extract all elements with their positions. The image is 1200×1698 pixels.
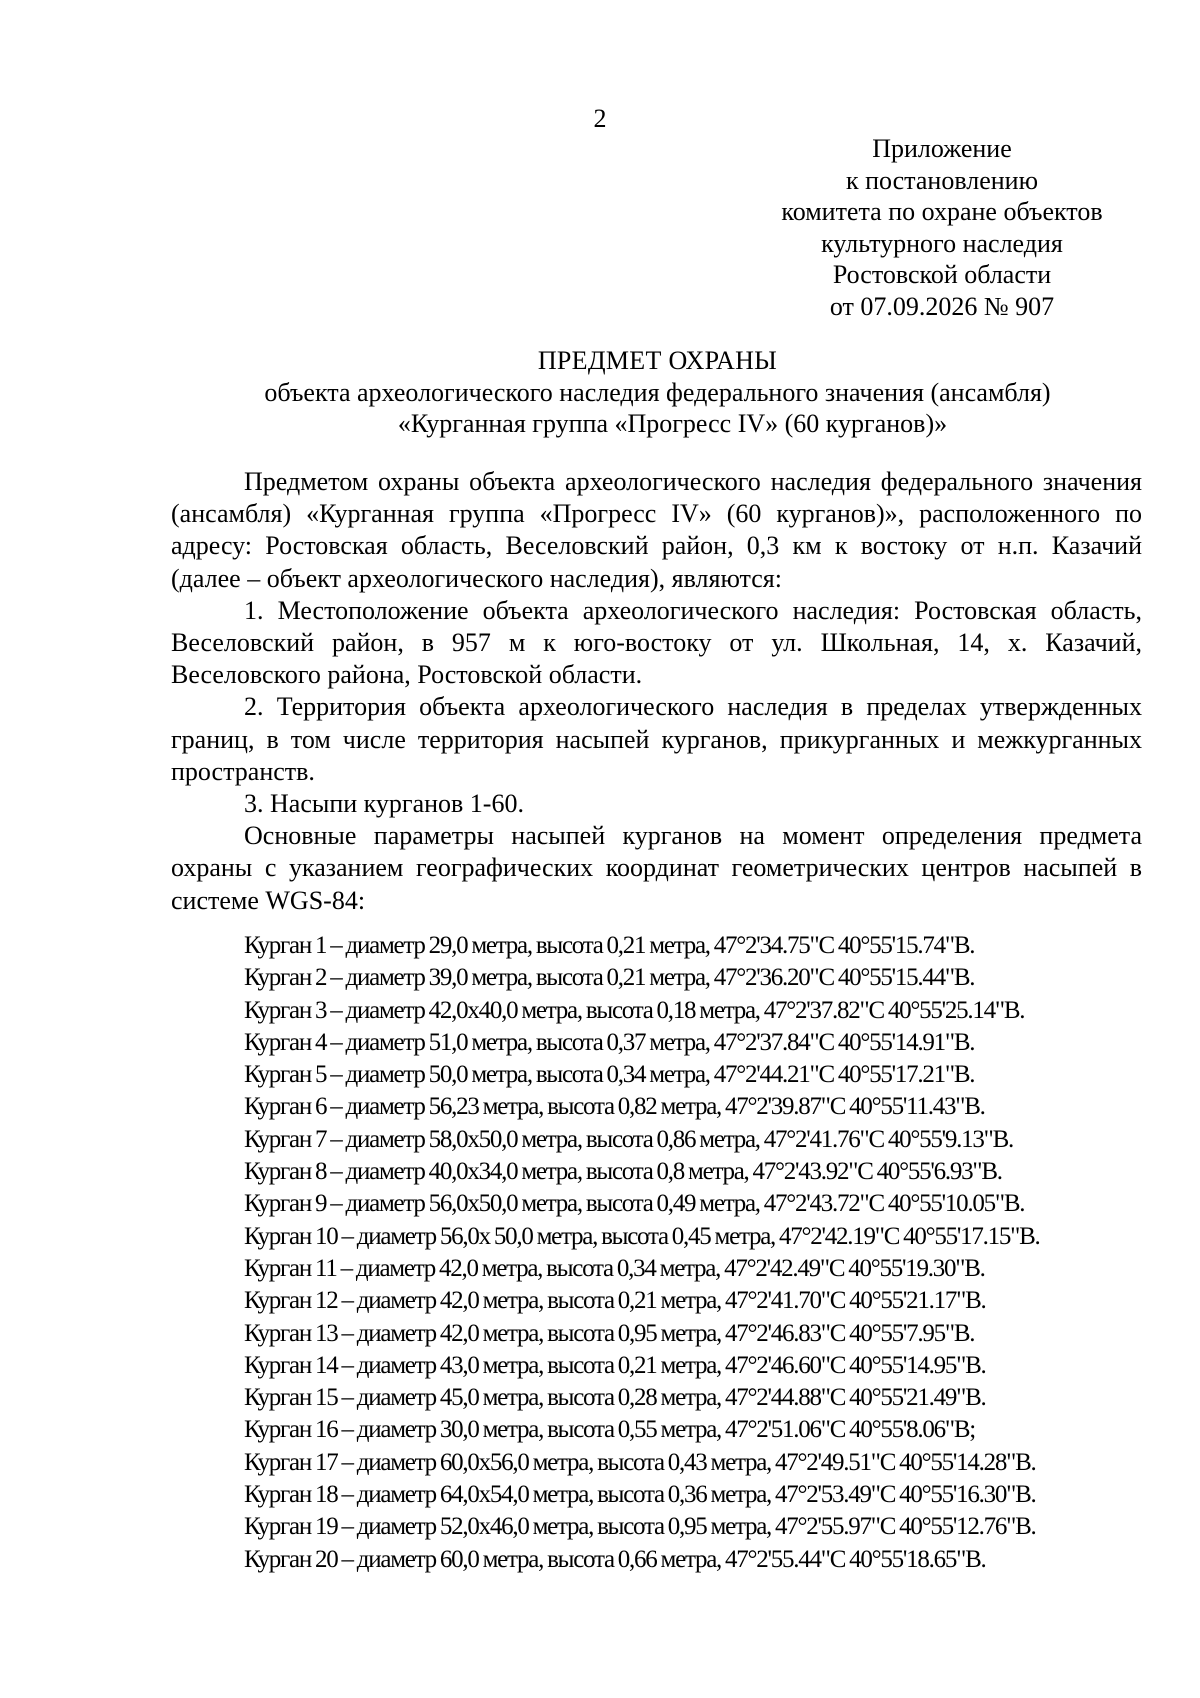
appendix-line: к постановлению	[845, 165, 1039, 195]
mound-entry: Курган 18 – диаметр 64,0х54,0 метра, высота 0,36 метра, 47°2'53.49"С 40°55'16.30"В.	[244, 1481, 1036, 1509]
document-body	[171, 466, 1142, 917]
mound-entry: Курган 10 – диаметр 56,0х 50,0 метра, высота 0,45 метра, 47°2'42.19"С 40°55'17.15"В.	[244, 1222, 1040, 1250]
mound-entry: Курган 12 – диаметр 42,0 метра, высота 0,21 метра, 47°2'41.70"С 40°55'21.17"В.	[244, 1287, 986, 1315]
appendix-line: культурного наследия	[821, 228, 1063, 258]
document-title	[170, 345, 1145, 440]
mound-entry: Курган 17 – диаметр 60,0х56,0 метра, высота 0,43 метра, 47°2'49.51"С 40°55'14.28"В.	[244, 1448, 1036, 1476]
mound-entry: Курган 6 – диаметр 56,23 метра, высота 0,82 метра, 47°2'39.87"С 40°55'11.43"В.	[244, 1093, 985, 1121]
mound-entry: Курган 9 – диаметр 56,0х50,0 метра, высота 0,49 метра, 47°2'43.72"С 40°55'10.05"В.	[244, 1190, 1025, 1218]
appendix-line: комитета по охране объектов	[781, 197, 1103, 226]
mound-entry: Курган 3 – диаметр 42,0х40,0 метра, высота 0,18 метра, 47°2'37.82"С 40°55'25.14"В.	[244, 996, 1025, 1024]
title-subtitle: объекта археологического наследия федерального значения (ансамбля)	[264, 377, 1051, 407]
mound-list	[244, 930, 1164, 1576]
mound-entry: Курган 5 – диаметр 50,0 метра, высота 0,34 метра, 47°2'44.21"С 40°55'17.21"В.	[244, 1061, 975, 1089]
mound-entry: Курган 11 – диаметр 42,0 метра, высота 0,34 метра, 47°2'42.49"С 40°55'19.30"В.	[244, 1254, 985, 1282]
title-subtitle: «Курганная группа «Прогресс IV» (60 курганов)»	[397, 409, 948, 438]
params-paragraph: Основные параметры насыпей курганов на момент определения предмета охраны с указанием географических координат геометрических центров насыпей в системе WGS-84:	[171, 821, 1142, 915]
appendix-line: Приложение	[872, 134, 1012, 163]
mound-entry: Курган 13 – диаметр 42,0 метра, высота 0,95 метра, 47°2'46.83"С 40°55'7.95"В.	[244, 1319, 975, 1347]
mound-entry: Курган 15 – диаметр 45,0 метра, высота 0,28 метра, 47°2'44.88"С 40°55'21.49"В.	[244, 1384, 986, 1412]
mound-entry: Курган 4 – диаметр 51,0 метра, высота 0,37 метра, 47°2'37.84"С 40°55'14.91"В.	[244, 1028, 975, 1056]
appendix-header	[762, 133, 1122, 322]
item-location: 1. Местоположение объекта археологического наследия: Ростовская область, Веселовский район, в 957 м к юго-востоку от ул. Школьная, 14, х. Казачий, Веселовского района, Ростовской области.	[171, 595, 1142, 690]
mound-entry: Курган 2 – диаметр 39,0 метра, высота 0,21 метра, 47°2'36.20"С 40°55'15.44"В.	[244, 964, 975, 992]
mound-entry: Курган 7 – диаметр 58,0х50,0 метра, высота 0,86 метра, 47°2'41.76"С 40°55'9.13"В.	[244, 1125, 1014, 1153]
item-mounds: 3. Насыпи курганов 1-60.	[244, 789, 524, 819]
intro-paragraph: Предметом охраны объекта археологического наследия федерального значения (ансамбля) «Курганная группа «Прогресс IV» (60 курганов)», расположенного по адресу: Ростовская область, Веселовский район, 0,3 км к востоку от н.п. Казачий (далее – объект археологического наследия), являются:	[171, 467, 1142, 593]
mound-entry: Курган 1 – диаметр 29,0 метра, высота 0,21 метра, 47°2'34.75"С 40°55'15.74"В.	[244, 932, 975, 959]
appendix-line: Ростовской области	[832, 260, 1052, 289]
page-number: 2	[593, 104, 607, 133]
mound-entry: Курган 20 – диаметр 60,0 метра, высота 0,66 метра, 47°2'55.44"С 40°55'18.65"В.	[244, 1545, 986, 1573]
appendix-line: от 07.09.2026 № 907	[829, 291, 1055, 321]
mound-entry: Курган 14 – диаметр 43,0 метра, высота 0,21 метра, 47°2'46.60"С 40°55'14.95"В.	[244, 1351, 986, 1379]
mound-entry: Курган 19 – диаметр 52,0х46,0 метра, высота 0,95 метра, 47°2'55.97"С 40°55'12.76"В.	[244, 1513, 1036, 1541]
title-main: ПРЕДМЕТ ОХРАНЫ	[537, 346, 778, 375]
mound-entry: Курган 8 – диаметр 40,0х34,0 метра, высота 0,8 метра, 47°2'43.92"С 40°55'6.93"В.	[244, 1158, 1002, 1186]
item-territory: 2. Территория объекта археологического наследия в пределах утвержденных границ, в том числе территория насыпей курганов, прикурганных и межкурганных пространств.	[171, 692, 1142, 786]
mound-entry: Курган 16 – диаметр 30,0 метра, высота 0,55 метра, 47°2'51.06"С 40°55'8.06"В;	[244, 1416, 976, 1444]
